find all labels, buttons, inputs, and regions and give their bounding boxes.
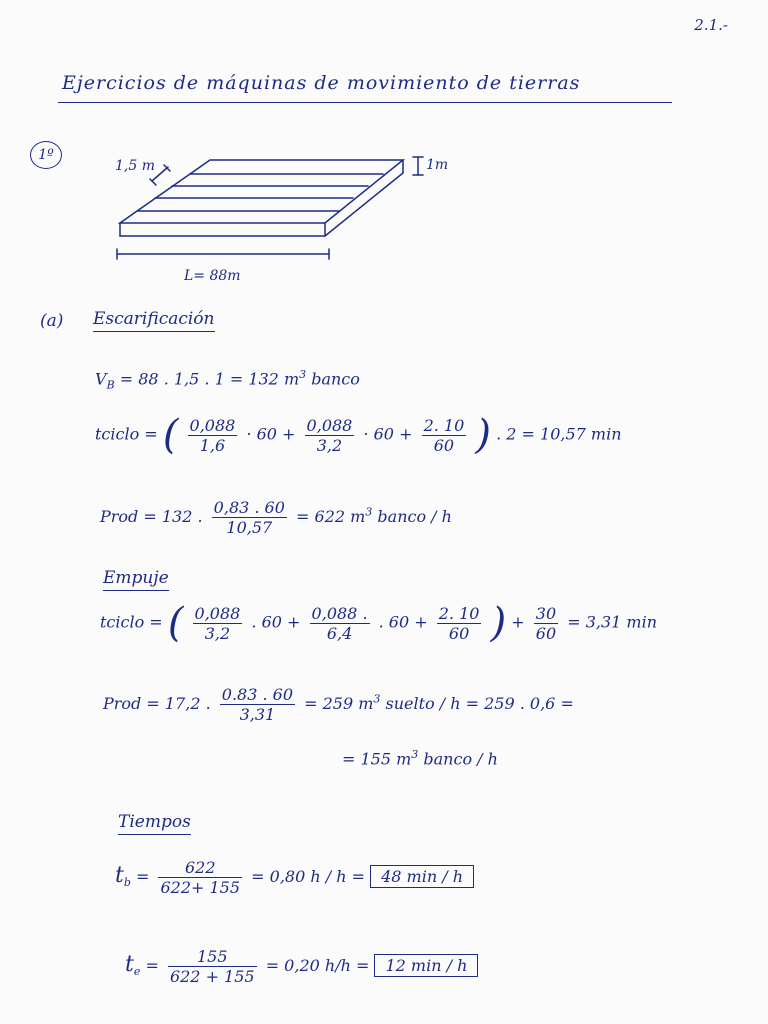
exercise-number: 1º (30, 141, 62, 169)
tciclo-escarificacion: tciclo = ( $\frac{0,088}{1,6}$ · 60 + $\frac{0,088}{3,2}$ · 60 + $\frac{2. 10}{60}$ ) . 2 = 10,57 min (95, 412, 622, 458)
fraction: $\frac{155}{622 + 155}$ (169, 947, 255, 986)
fraction: $\frac{2. 10}{60}$ (438, 603, 480, 643)
te-result-box: 12 min / h (374, 954, 478, 977)
tiempos-heading: Tiempos (118, 812, 191, 835)
vb-equation: $V_B = 88$ . 1,5 . 1 = 132 $m^3$ banco (95, 368, 360, 392)
fraction: $\frac{0,088}{3,2}$ (194, 603, 241, 643)
height-label: 1m (426, 157, 449, 173)
fraction: $\frac{0,088}{3,2}$ (306, 415, 353, 455)
tb-result-box: 48 min / h (370, 865, 474, 888)
fraction: $\frac{0.83 . 60}{3,31}$ (221, 685, 294, 724)
title-underline (58, 102, 672, 103)
page-title: Ejercicios de máquinas de movimiento de tierras (62, 72, 581, 94)
fraction: $\frac{2. 10}{60}$ (423, 415, 465, 455)
prod-empuje-banco: = 155 $m^3$ banco / h (342, 748, 498, 769)
prod-empuje: Prod = 17,2 . $\frac{0.83 . 60}{3,31}$ = 259 $m^3$ suelto / h = 259 . 0,6 = (103, 685, 574, 724)
tb-equation: $t_b$ = $\frac{622}{622+ 155}$ = 0,80 h / h = 48 min / h (115, 858, 474, 897)
width-label: 1,5 m (115, 158, 155, 174)
length-label: L= 88m (184, 268, 241, 284)
fraction: $\frac{622}{622+ 155}$ (160, 858, 241, 897)
tciclo-empuje: tciclo = ( $\frac{0,088}{3,2}$ . 60 + $\frac{0,088 .}{6,4}$ . 60 + $\frac{2. 10}{60}$ ) + $\frac{30}{60}$ = 3,31 min (100, 600, 658, 646)
escarificacion-heading: Escarificación (93, 309, 215, 332)
prod-escarificacion: Prod = 132 . $\frac{0,83 . 60}{10,57}$ = 622 $m^3$ banco / h (100, 498, 452, 537)
fraction: $\frac{30}{60}$ (535, 603, 557, 643)
te-equation: $t_e$ = $\frac{155}{622 + 155}$ = 0,20 h/h = 12 min / h (125, 947, 478, 986)
fraction: $\frac{0,088 .}{6,4}$ (311, 603, 368, 643)
fraction: $\frac{0,088}{1,6}$ (189, 415, 236, 455)
part-a-label: (a) (40, 311, 64, 331)
empuje-heading: Empuje (103, 568, 169, 591)
page-number: 2.1.- (694, 16, 728, 34)
slab-diagram (100, 145, 480, 290)
fraction: $\frac{0,83 . 60}{10,57}$ (213, 498, 285, 537)
